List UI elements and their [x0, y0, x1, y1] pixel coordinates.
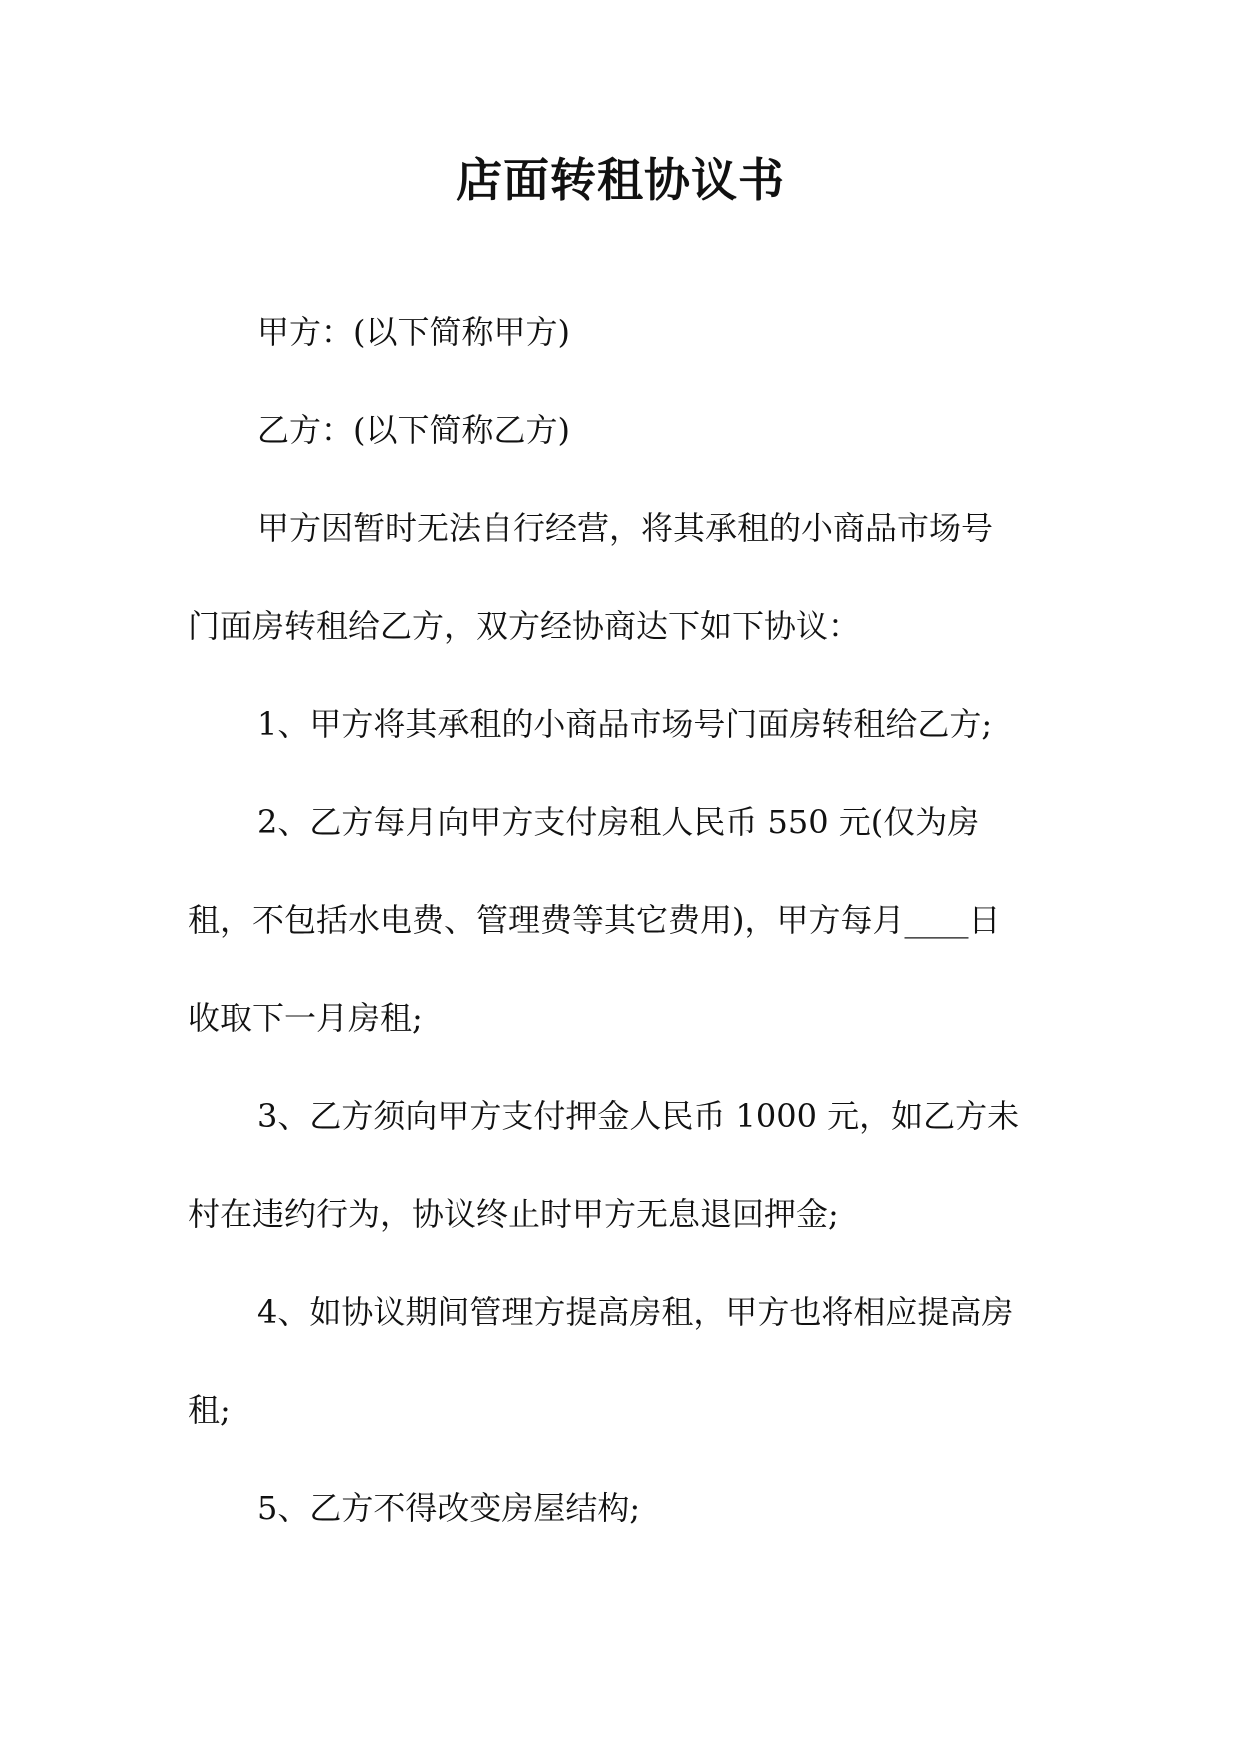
clause-5-line: 5、乙方不得改变房屋结构; — [257, 1489, 641, 1527]
party-a-line: 甲方：(以下简称甲方) — [257, 313, 570, 351]
clause-3-line-1: 3、乙方须向甲方支付押金人民币 1000 元，如乙方未 — [257, 1097, 1020, 1135]
clause-2-line-2: 租，不包括水电费、管理费等其它费用)，甲方每月____日 — [188, 901, 1001, 939]
preamble-line-2: 门面房转租给乙方，双方经协商达下如下协议： — [188, 607, 861, 645]
clause-4-line-1: 4、如协议期间管理方提高房租，甲方也将相应提高房 — [257, 1293, 1014, 1331]
preamble-line-1: 甲方因暂时无法自行经营，将其承租的小商品市场号 — [257, 509, 994, 547]
clause-4-line-2: 租; — [188, 1391, 231, 1429]
clause-2-line-1: 2、乙方每月向甲方支付房租人民币 550 元(仅为房 — [257, 803, 980, 841]
party-b-line: 乙方：(以下简称乙方) — [257, 411, 570, 449]
clause-1-line: 1、甲方将其承租的小商品市场号门面房转租给乙方; — [257, 705, 993, 743]
clause-3-line-2: 村在违约行为，协议终止时甲方无息退回押金; — [188, 1195, 839, 1233]
document-title: 店面转租协议书 — [456, 153, 785, 207]
clause-2-line-3: 收取下一月房租; — [188, 999, 423, 1037]
